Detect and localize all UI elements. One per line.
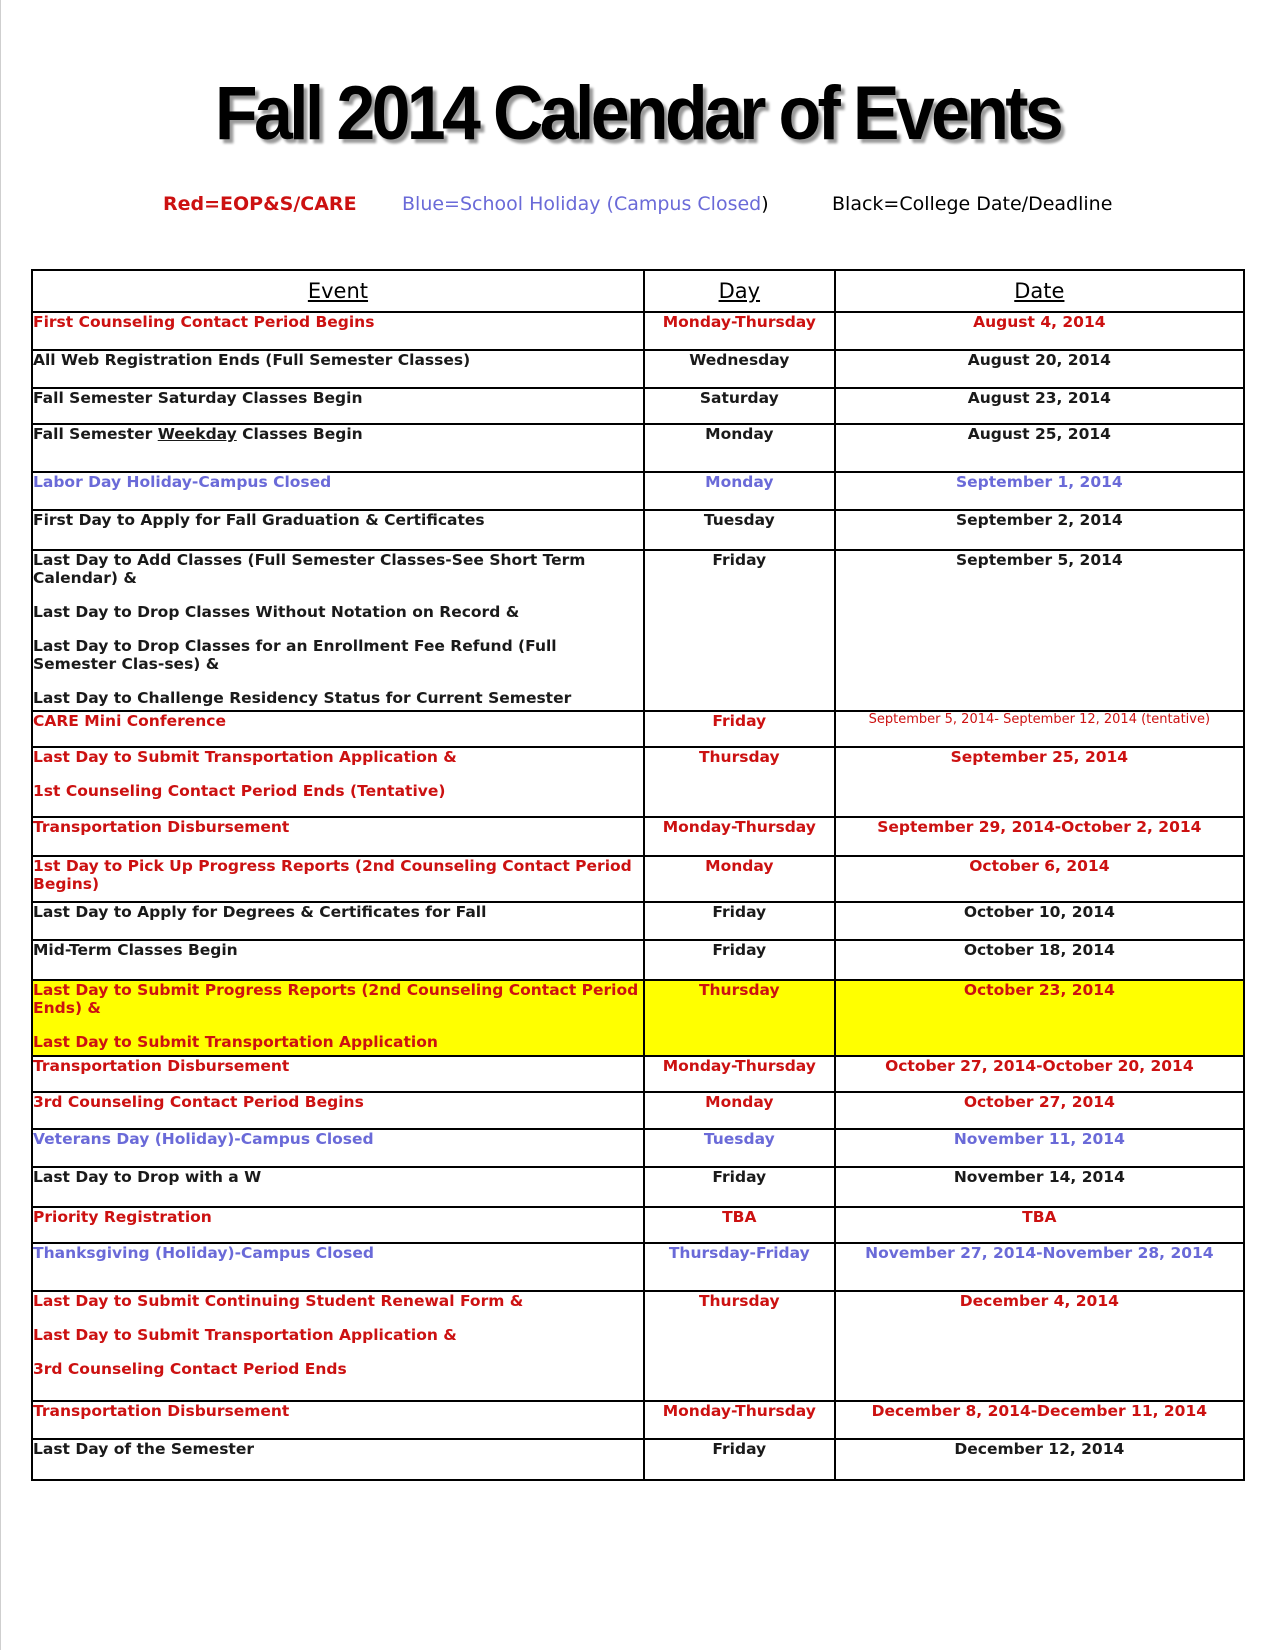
event-cell [32, 1291, 644, 1401]
event-text: Last Day to Drop Classes for an Enrollment Fee Refund (Full Semester Clas-ses) & [33, 637, 557, 673]
table-row [32, 472, 1244, 510]
day-cell: Saturday [644, 388, 835, 424]
table-row [32, 902, 1244, 940]
event-text: Last Day to Apply for Degrees & Certificates for Fall [33, 903, 487, 921]
table-row [32, 1243, 1244, 1291]
event-text: Last Day to Challenge Residency Status for Current Semester [33, 689, 572, 707]
event-text: Last Day to Add Classes (Full Semester Classes-See Short Term Calendar) & [33, 551, 586, 587]
legend-blue [402, 193, 769, 215]
table-row [32, 747, 1244, 817]
event-cell [32, 980, 644, 1056]
event-cell [32, 312, 644, 350]
event-text: Transportation Disbursement [33, 1057, 290, 1075]
event-cell [32, 940, 644, 980]
table-row [32, 1439, 1244, 1480]
event-cell [32, 1207, 644, 1243]
date-cell: October 18, 2014 [835, 940, 1244, 980]
date-cell: November 27, 2014-November 28, 2014 [835, 1243, 1244, 1291]
event-text: 3rd Counseling Contact Period Ends [33, 1360, 347, 1378]
event-text: CARE Mini Conference [33, 712, 226, 730]
table-row [32, 856, 1244, 902]
date-cell: September 5, 2014- September 12, 2014 (tentative) [835, 711, 1244, 747]
legend-black: Black=College Date/Deadline [832, 193, 1113, 215]
event-text: Last Day to Submit Transportation Application [33, 1033, 438, 1051]
table-row [32, 1291, 1244, 1401]
event-text: Last Day to Submit Transportation Application & [33, 748, 457, 766]
event-cell [32, 388, 644, 424]
date-cell: December 8, 2014-December 11, 2014 [835, 1401, 1244, 1439]
day-cell: Thursday [644, 747, 835, 817]
events-table [31, 269, 1245, 1481]
day-cell: Monday-Thursday [644, 817, 835, 856]
event-cell [32, 1243, 644, 1291]
date-cell: September 2, 2014 [835, 510, 1244, 550]
day-cell: TBA [644, 1207, 835, 1243]
date-cell: September 1, 2014 [835, 472, 1244, 510]
event-text: All Web Registration Ends (Full Semester Classes) [33, 351, 471, 369]
day-cell: Monday-Thursday [644, 1401, 835, 1439]
table-row [32, 1092, 1244, 1129]
day-cell: Friday [644, 1167, 835, 1207]
page-title: Fall 2014 Calendar of Events [214, 71, 1061, 156]
event-cell [32, 1167, 644, 1207]
event-text: Transportation Disbursement [33, 818, 290, 836]
event-text: First Counseling Contact Period Begins [33, 313, 375, 331]
date-cell: August 4, 2014 [835, 312, 1244, 350]
table-row [32, 980, 1244, 1056]
event-cell [32, 1056, 644, 1092]
day-cell: Tuesday [644, 510, 835, 550]
day-cell: Monday [644, 856, 835, 902]
event-text: Last Day to Submit Progress Reports (2nd Counseling Contact Period Ends) & [33, 981, 639, 1017]
table-header-row [32, 270, 1244, 312]
event-text: Fall Semester Saturday Classes Begin [33, 389, 363, 407]
day-cell: Friday [644, 902, 835, 940]
header-event: Event [32, 270, 644, 312]
date-cell: December 4, 2014 [835, 1291, 1244, 1401]
table-row [32, 388, 1244, 424]
legend-red: Red=EOP&S/CARE [163, 193, 357, 215]
event-text: First Day to Apply for Fall Graduation & Certificates [33, 511, 485, 529]
date-cell: September 5, 2014 [835, 550, 1244, 711]
legend-blue-paren: ) [761, 193, 769, 215]
header-day: Day [644, 270, 835, 312]
event-text: Transportation Disbursement [33, 1402, 290, 1420]
event-text: Veterans Day (Holiday)-Campus Closed [33, 1130, 374, 1148]
day-cell: Monday [644, 424, 835, 472]
event-cell [32, 856, 644, 902]
day-cell: Monday [644, 472, 835, 510]
day-cell: Friday [644, 550, 835, 711]
table-row [32, 1207, 1244, 1243]
date-cell: September 29, 2014-October 2, 2014 [835, 817, 1244, 856]
event-cell [32, 1092, 644, 1129]
date-cell: October 10, 2014 [835, 902, 1244, 940]
event-text: Fall Semester Weekday Classes Begin [33, 425, 363, 443]
event-text: 1st Counseling Contact Period Ends (Tentative) [33, 782, 446, 800]
table-row [32, 1056, 1244, 1092]
table-row [32, 510, 1244, 550]
date-cell: December 12, 2014 [835, 1439, 1244, 1480]
date-cell: August 23, 2014 [835, 388, 1244, 424]
event-text: Last Day to Drop Classes Without Notation on Record & [33, 603, 520, 621]
table-row [32, 1129, 1244, 1167]
day-cell: Tuesday [644, 1129, 835, 1167]
event-cell [32, 1401, 644, 1439]
day-cell: Monday-Thursday [644, 1056, 835, 1092]
event-cell [32, 1129, 644, 1167]
date-cell: October 23, 2014 [835, 980, 1244, 1056]
event-cell [32, 510, 644, 550]
event-cell [32, 817, 644, 856]
event-text: Thanksgiving (Holiday)-Campus Closed [33, 1244, 374, 1262]
day-cell: Wednesday [644, 350, 835, 388]
event-text: Last Day to Submit Continuing Student Renewal Form & [33, 1292, 524, 1310]
table-row [32, 1401, 1244, 1439]
event-text: 3rd Counseling Contact Period Begins [33, 1093, 364, 1111]
page-edge [0, 0, 1, 1650]
event-text: Priority Registration [33, 1208, 212, 1226]
day-cell: Friday [644, 940, 835, 980]
event-text: Mid-Term Classes Begin [33, 941, 238, 959]
date-cell: October 27, 2014-October 20, 2014 [835, 1056, 1244, 1092]
date-cell: November 11, 2014 [835, 1129, 1244, 1167]
table-row [32, 711, 1244, 747]
date-cell: August 25, 2014 [835, 424, 1244, 472]
event-text: Last Day to Drop with a W [33, 1168, 262, 1186]
event-cell [32, 747, 644, 817]
table-row [32, 550, 1244, 711]
table-row [32, 312, 1244, 350]
table-row [32, 424, 1244, 472]
day-cell: Friday [644, 1439, 835, 1480]
table-body [32, 312, 1244, 1480]
date-cell: September 25, 2014 [835, 747, 1244, 817]
event-cell [32, 711, 644, 747]
day-cell: Thursday-Friday [644, 1243, 835, 1291]
event-cell [32, 472, 644, 510]
event-text: 1st Day to Pick Up Progress Reports (2nd Counseling Contact Period Begins) [33, 857, 632, 893]
event-cell [32, 350, 644, 388]
event-cell [32, 424, 644, 472]
event-cell [32, 1439, 644, 1480]
date-cell: TBA [835, 1207, 1244, 1243]
day-cell: Monday [644, 1092, 835, 1129]
table-row [32, 817, 1244, 856]
day-cell: Monday-Thursday [644, 312, 835, 350]
day-cell: Thursday [644, 1291, 835, 1401]
date-cell: October 6, 2014 [835, 856, 1244, 902]
header-date: Date [835, 270, 1244, 312]
table-row [32, 1167, 1244, 1207]
event-text: Last Day to Submit Transportation Application & [33, 1326, 457, 1344]
day-cell: Thursday [644, 980, 835, 1056]
table-row [32, 350, 1244, 388]
date-cell: August 20, 2014 [835, 350, 1244, 388]
event-text: Labor Day Holiday-Campus Closed [33, 473, 332, 491]
event-cell [32, 550, 644, 711]
event-text: Last Day of the Semester [33, 1440, 254, 1458]
day-cell: Friday [644, 711, 835, 747]
legend-blue-text: Blue=School Holiday (Campus Closed [402, 193, 762, 215]
table-row [32, 940, 1244, 980]
date-cell: November 14, 2014 [835, 1167, 1244, 1207]
date-cell: October 27, 2014 [835, 1092, 1244, 1129]
event-cell [32, 902, 644, 940]
